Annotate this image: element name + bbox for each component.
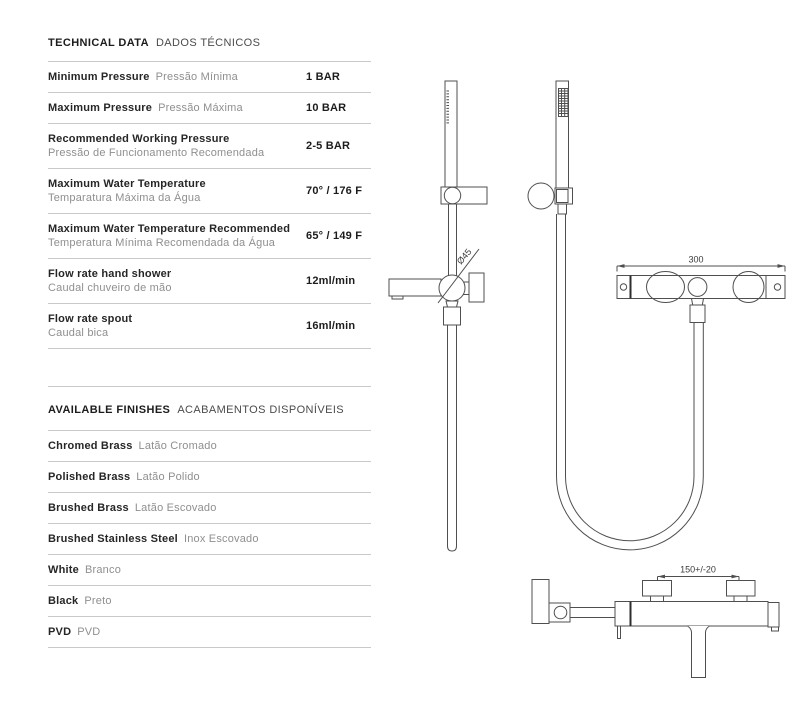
finish-row xyxy=(48,586,371,617)
finish-pt: Latão Escovado xyxy=(134,502,217,514)
technical-drawings xyxy=(380,55,800,700)
spacing-dimension-label: 150+/-20 xyxy=(680,564,716,575)
diverter-rod xyxy=(618,626,621,639)
row-value: 16ml/min xyxy=(306,320,356,332)
row-label xyxy=(48,501,371,515)
holder-arm xyxy=(570,608,615,618)
wall-union-left xyxy=(643,581,672,597)
heading-pt: ACABAMENTOS DISPONÍVEIS xyxy=(177,404,345,416)
row-label xyxy=(48,177,306,205)
finish-en: White xyxy=(48,564,79,576)
finish-en: Brushed Stainless Steel xyxy=(48,533,178,545)
spacing-dimension-line xyxy=(658,577,740,581)
row-label-en: Minimum Pressure xyxy=(48,71,150,83)
row-value: 12ml/min xyxy=(306,275,356,287)
finish-en: Chromed Brass xyxy=(48,440,133,452)
row-label-en: Flow rate hand shower xyxy=(48,268,172,280)
row-label-en: Recommended Working Pressure xyxy=(48,133,230,145)
row-label xyxy=(48,594,371,608)
row-label xyxy=(48,101,306,115)
row-value: 10 BAR xyxy=(306,102,347,114)
finish-pt: Latão Polido xyxy=(136,471,200,483)
row-label xyxy=(48,563,371,577)
finish-pt: Latão Cromado xyxy=(138,440,217,452)
finish-row xyxy=(48,524,371,555)
finish-en: Black xyxy=(48,595,79,607)
table-row xyxy=(48,124,371,169)
row-label xyxy=(48,222,306,250)
table-row xyxy=(48,259,371,304)
finish-row xyxy=(48,555,371,586)
wall-union-right xyxy=(727,581,756,597)
spout-outlet xyxy=(392,296,403,299)
row-value: 70° / 176 F xyxy=(306,185,363,197)
drawing-side-view xyxy=(528,81,703,550)
center-knob-top xyxy=(688,278,707,297)
table-row xyxy=(48,169,371,214)
finish-row xyxy=(48,431,371,462)
available-finishes-section xyxy=(48,387,371,648)
finish-pt: Inox Escovado xyxy=(183,533,259,545)
finish-pt: Branco xyxy=(84,564,122,576)
drawing-front-view xyxy=(389,81,487,551)
technical-data-heading xyxy=(48,36,371,62)
row-label xyxy=(48,267,306,295)
finish-en: Polished Brass xyxy=(48,471,131,483)
row-label xyxy=(48,312,306,340)
finish-row xyxy=(48,493,371,524)
row-label-pt: Caudal chuveiro de mão xyxy=(48,282,172,294)
hose-nut-top xyxy=(690,305,705,323)
hose-nut xyxy=(444,307,461,325)
spec-tables xyxy=(48,36,371,648)
row-label-pt: Pressão de Funcionamento Recomendada xyxy=(48,147,265,159)
spray-nozzles-front xyxy=(446,91,449,123)
heading-en: AVAILABLE FINISHES xyxy=(48,404,171,416)
finish-en: PVD xyxy=(48,626,72,638)
riser-rail xyxy=(449,204,457,277)
row-label-pt: Pressão Máxima xyxy=(158,102,243,114)
holder-knob-side xyxy=(528,183,554,209)
row-value: 2-5 BAR xyxy=(306,140,351,152)
mixer-bar-body xyxy=(615,602,768,627)
row-label xyxy=(48,532,371,546)
row-label-en: Flow rate spout xyxy=(48,313,133,325)
hose-u-loop xyxy=(557,214,704,550)
row-label-pt: Temparatura Máxima da Água xyxy=(48,192,201,204)
hand-shower-hose-front xyxy=(448,325,457,551)
row-value: 65° / 149 F xyxy=(306,230,363,242)
row-label-en: Maximum Water Temperature xyxy=(48,178,206,190)
drawing-mixer-front-view xyxy=(532,565,779,678)
width-dimension-label: 300 xyxy=(688,254,704,265)
hand-shower-edge xyxy=(532,580,549,624)
table-row xyxy=(48,304,371,349)
row-label xyxy=(48,70,306,84)
table-bottom-rule xyxy=(48,349,371,387)
row-value: 1 BAR xyxy=(306,71,341,83)
heading-en: TECHNICAL DATA xyxy=(48,37,149,49)
row-label-en: Maximum Water Temperature Recommended xyxy=(48,223,291,235)
finish-row xyxy=(48,462,371,493)
table-row xyxy=(48,214,371,259)
spout xyxy=(389,279,441,296)
available-finishes-heading xyxy=(48,387,371,431)
technical-data-section xyxy=(48,36,371,387)
finish-pt: Preto xyxy=(84,595,112,607)
holder-knob xyxy=(444,187,460,203)
row-label xyxy=(48,132,306,160)
valve-handle xyxy=(469,273,484,302)
row-label-en: Maximum Pressure xyxy=(48,102,153,114)
row-label xyxy=(48,625,371,639)
diameter-dimension-label: Ø45 xyxy=(454,246,474,267)
row-label-pt: Pressão Mínima xyxy=(155,71,238,83)
heading-pt: DADOS TÉCNICOS xyxy=(155,37,261,49)
bath-spout xyxy=(688,626,710,678)
finish-row xyxy=(48,617,371,648)
row-label-pt: Caudal bica xyxy=(48,327,109,339)
row-label xyxy=(48,470,371,484)
table-row xyxy=(48,93,371,124)
width-dimension-line xyxy=(617,266,785,272)
table-row xyxy=(48,62,371,93)
row-label xyxy=(48,439,371,453)
row-label-pt: Temperatura Mínima Recomendada da Água xyxy=(48,237,276,249)
drawing-top-view xyxy=(617,255,785,323)
finish-en: Brushed Brass xyxy=(48,502,129,514)
spray-face-grid xyxy=(559,89,569,117)
bar-end-cap xyxy=(768,603,779,628)
finish-pt: PVD xyxy=(77,626,101,638)
